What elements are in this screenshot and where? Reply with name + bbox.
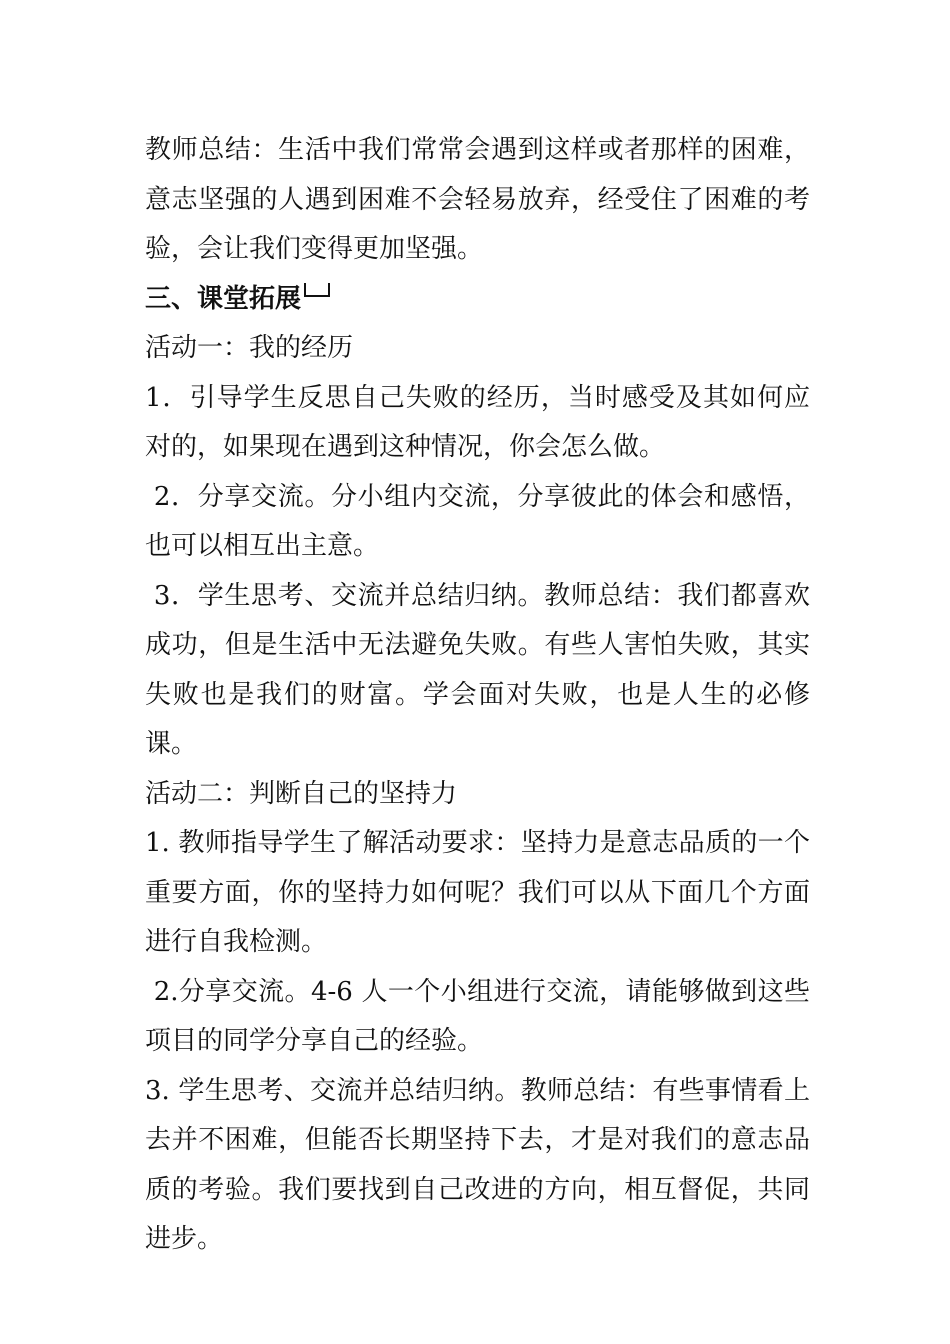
activity-one-step-1: 1．引导学生反思自己失败的经历，当时感受及其如何应对的，如果现在遇到这种情况，你会怎么做。 bbox=[145, 382, 810, 462]
activity-one-step-3: 3．学生思考、交流并总结归纳。教师总结：我们都喜欢成功，但是生活中无法避免失败。有些人害怕失败，其实失败也是我们的财富。学会面对失败，也是人生的必修课。 bbox=[145, 580, 811, 759]
activity-two-step-3: 3. 学生思考、交流并总结归纳。教师总结：有些事情看上去并不困难，但能否长期坚持下去，才是对我们的意志品质的考验。我们要找到自己改进的方向，相互督促，共同进步。 bbox=[145, 1075, 810, 1254]
activity-one-title: 活动一：我的经历 bbox=[145, 333, 354, 363]
activity-two-step-2: 2.分享交流。4-6 人一个小组进行交流，请能够做到这些项目的同学分享自己的经验。 bbox=[145, 976, 811, 1056]
teacher-summary-paragraph: 教师总结：生活中我们常常会遇到这样或者那样的困难，意志坚强的人遇到困难不会轻易放弃，经受住了困难的考验，会让我们变得更加坚强。 bbox=[145, 135, 810, 264]
section-heading-text: 三、课堂拓展 bbox=[145, 283, 302, 314]
activity-one-step-2: 2．分享交流。分小组内交流，分享彼此的体会和感悟，也可以相互出主意。 bbox=[145, 481, 811, 561]
paragraph-mark-icon bbox=[304, 283, 330, 297]
activity-two-step-1: 1. 教师指导学生了解活动要求：坚持力是意志品质的一个重要方面，你的坚持力如何呢？我们可以从下面几个方面进行自我检测。 bbox=[145, 828, 810, 957]
document-body bbox=[145, 126, 810, 1265]
section-heading bbox=[145, 275, 810, 325]
activity-two-title: 活动二：判断自己的坚持力 bbox=[145, 778, 458, 809]
